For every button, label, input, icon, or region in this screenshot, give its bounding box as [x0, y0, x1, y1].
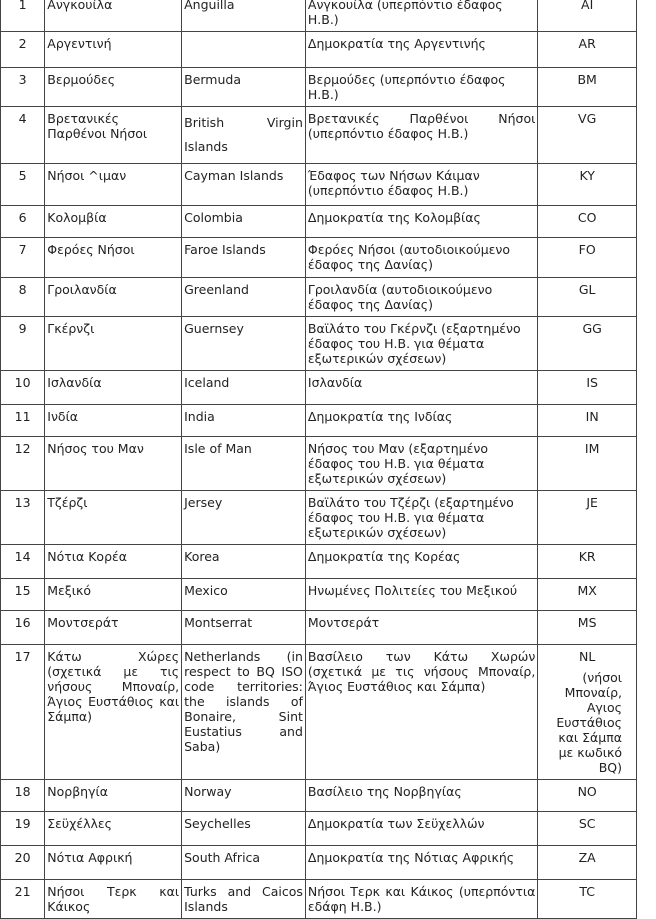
- official-name-text: Ηνωμένες Πολιτείες του Μεξικού: [307, 583, 518, 598]
- official-name-text: Βαϊλάτο του Τζέρζι (εξαρτημένο έδαφος του Η.Β. για θέματα εξωτερικών σχέσεων): [307, 495, 514, 540]
- official-name-text: Βασίλειο της Νορβηγίας: [307, 784, 462, 799]
- iso-code-text: IM: [584, 441, 600, 456]
- table-row: [1, 437, 637, 491]
- english-name-cell: [182, 32, 306, 68]
- greek-name-cell: [45, 812, 182, 846]
- english-name-cell: [182, 0, 306, 32]
- greek-name-cell: [45, 545, 182, 579]
- row-number-text: 11: [14, 409, 31, 424]
- iso-code-text: KY: [579, 168, 595, 183]
- iso-code-text: AR: [578, 36, 596, 51]
- official-name-text: Μοντσεράτ: [307, 615, 380, 630]
- official-name-text: Γροιλανδία (αυτοδιοικούμενο έδαφος της Δανίας): [307, 282, 493, 312]
- english-name-text: Iceland: [184, 375, 230, 390]
- iso-code-text: SC: [578, 816, 596, 831]
- row-number-cell: [1, 317, 45, 371]
- greek-name-cell: [45, 611, 182, 645]
- row-number-text: 4: [18, 111, 27, 126]
- iso-code-text: BM: [577, 72, 597, 87]
- english-name-text: Bermuda: [184, 72, 242, 87]
- english-name-cell: [182, 579, 306, 611]
- row-number-text: 19: [14, 816, 31, 831]
- iso-code-text: IS: [586, 375, 598, 390]
- row-number-cell: [1, 0, 45, 32]
- row-number-text: 21: [14, 884, 31, 899]
- english-name-cell: [182, 846, 306, 880]
- english-name-text: Cayman Islands: [184, 168, 284, 183]
- greek-name-text: Κολομβία: [47, 210, 107, 225]
- greek-name-cell: [45, 238, 182, 278]
- english-name-cell: [182, 371, 306, 405]
- official-name-text: Δημοκρατία της Νότιας Αφρικής: [307, 850, 515, 865]
- greek-name-cell: [45, 164, 182, 206]
- official-name-text: Βερμούδες (υπερπόντιο έδαφος Η.Β.): [307, 72, 506, 102]
- official-name-cell: [305, 107, 537, 164]
- greek-name-cell: [45, 68, 182, 107]
- row-number-text: 10: [14, 375, 31, 390]
- row-number-cell: [1, 206, 45, 238]
- greek-name-cell: [45, 206, 182, 238]
- official-name-cell: [305, 278, 537, 317]
- iso-code-cell: [538, 371, 637, 405]
- english-name-text: Norway: [184, 784, 232, 799]
- iso-code-text: ZA: [578, 850, 596, 865]
- iso-code-cell: [538, 164, 637, 206]
- greek-name-text: Νορβηγία: [47, 784, 108, 799]
- row-number-text: 20: [14, 850, 31, 865]
- iso-code-cell: [538, 812, 637, 846]
- greek-name-text: Βρετανικές Παρθένοι Νήσοι: [47, 111, 148, 141]
- table-row: [1, 579, 637, 611]
- greek-name-cell: [45, 32, 182, 68]
- row-number-text: 3: [18, 72, 27, 87]
- row-number-text: 5: [18, 168, 27, 183]
- official-name-cell: [305, 812, 537, 846]
- table-row: [1, 405, 637, 437]
- row-number-cell: [1, 405, 45, 437]
- official-name-cell: [305, 437, 537, 491]
- greek-name-text: Μοντσεράτ: [47, 615, 119, 630]
- iso-code-text: CO: [577, 210, 597, 225]
- row-number-cell: [1, 278, 45, 317]
- table-row: [1, 206, 637, 238]
- table-row: [1, 238, 637, 278]
- official-name-text: Δημοκρατία της Κορέας: [307, 549, 461, 564]
- official-name-text: Δημοκρατία της Κολομβίας: [307, 210, 481, 225]
- english-name-text: Anguilla: [184, 0, 235, 12]
- table-row: [1, 611, 637, 645]
- greek-name-text: Μεξικό: [47, 583, 92, 598]
- table-row: [1, 371, 637, 405]
- iso-code-cell: [538, 780, 637, 812]
- official-name-text: Ανγκουίλα (υπερπόντιο έδαφος Η.Β.): [307, 0, 503, 27]
- official-name-cell: [305, 0, 537, 32]
- english-name-cell: [182, 491, 306, 545]
- table-row: [1, 491, 637, 545]
- english-name-text: Colombia: [184, 210, 243, 225]
- english-name-cell: [182, 880, 306, 919]
- iso-code-cell: [538, 846, 637, 880]
- greek-name-text: Νότια Κορέα: [47, 549, 128, 564]
- english-name-text: Jersey: [184, 495, 223, 510]
- row-number-text: 18: [14, 784, 31, 799]
- english-name-cell: [182, 278, 306, 317]
- row-number-text: 7: [18, 242, 27, 257]
- greek-name-cell: [45, 371, 182, 405]
- greek-name-text: Βερμούδες: [47, 72, 116, 87]
- row-number-cell: [1, 611, 45, 645]
- iso-code-cell: [538, 880, 637, 919]
- english-name-text: Mexico: [184, 583, 228, 598]
- greek-name-text: Κάτω Χώρες (σχετικά με τις νήσους Μποναίρ, Άγιος Ευστάθιος και Σάμπα): [47, 649, 180, 724]
- official-name-cell: [305, 317, 537, 371]
- official-name-text: Βασίλειο των Κάτω Χωρών (σχετικά με τις νήσους Μποναίρ, Άγιος Ευστάθιος και Σάμπα): [307, 649, 536, 694]
- row-number-cell: [1, 164, 45, 206]
- row-number-text: 13: [14, 495, 31, 510]
- greek-name-text: Νήσος του Μαν: [47, 441, 144, 456]
- greek-name-text: Νήσοι Τερκ και Κάικος: [47, 884, 180, 914]
- english-name-text: British Virgin Islands: [184, 115, 303, 154]
- official-name-text: Δημοκρατία της Αργεντινής: [307, 36, 486, 51]
- row-number-cell: [1, 846, 45, 880]
- iso-code-cell: [538, 491, 637, 545]
- english-name-text: Korea: [184, 549, 220, 564]
- english-name-cell: [182, 812, 306, 846]
- row-number-text: 12: [14, 441, 31, 456]
- iso-code-text: FO: [578, 242, 596, 257]
- official-name-text: Νήσοι Τερκ και Κάικος (υπερπόντια εδάφη Η.Β.): [307, 884, 536, 914]
- row-number-text: 16: [14, 615, 31, 630]
- row-number-cell: [1, 437, 45, 491]
- official-name-text: Φερόες Νήσοι (αυτοδιοικούμενο έδαφος της Δανίας): [307, 242, 511, 272]
- english-name-cell: [182, 611, 306, 645]
- greek-name-cell: [45, 278, 182, 317]
- row-number-cell: [1, 491, 45, 545]
- official-name-cell: [305, 405, 537, 437]
- english-name-text: Greenland: [184, 282, 249, 297]
- english-name-cell: [182, 437, 306, 491]
- official-name-cell: [305, 846, 537, 880]
- greek-name-cell: [45, 317, 182, 371]
- official-name-text: Νήσος του Μαν (εξαρτημένο έδαφος του Η.Β. για θέματα εξωτερικών σχέσεων): [307, 441, 488, 486]
- iso-code-text: JE: [586, 495, 598, 510]
- row-number-cell: [1, 780, 45, 812]
- official-name-text: Δημοκρατία των Σεϋχελλών: [307, 816, 485, 831]
- row-number-text: 9: [18, 321, 27, 336]
- greek-name-text: Σεϋχέλλες: [47, 816, 113, 831]
- iso-code-cell: [538, 579, 637, 611]
- table-row: [1, 107, 637, 164]
- english-name-cell: [182, 545, 306, 579]
- official-name-cell: [305, 645, 537, 780]
- greek-name-text: Ινδία: [47, 409, 79, 424]
- greek-name-text: Γκέρνζι: [47, 321, 95, 336]
- english-name-cell: [182, 238, 306, 278]
- greek-name-text: Ανγκουίλα: [47, 0, 113, 12]
- english-name-text: India: [184, 409, 215, 424]
- english-name-cell: [182, 645, 306, 780]
- english-name-cell: [182, 68, 306, 107]
- iso-code-cell: [538, 437, 637, 491]
- row-number-text: 1: [18, 0, 27, 12]
- iso-code-cell: [538, 0, 637, 32]
- english-name-text: Seychelles: [184, 816, 251, 831]
- iso-code-cell: [538, 645, 637, 780]
- greek-name-text: Νότια Αφρική: [47, 850, 133, 865]
- iso-code-cell: [538, 317, 637, 371]
- row-number-cell: [1, 812, 45, 846]
- official-name-text: Έδαφος των Νήσων Κάιμαν (υπερπόντιο έδαφος Η.Β.): [307, 168, 480, 198]
- iso-code-text: GL: [578, 282, 596, 297]
- greek-name-cell: [45, 437, 182, 491]
- row-number-text: 17: [14, 649, 31, 664]
- row-number-text: 2: [18, 36, 27, 51]
- table-row: [1, 68, 637, 107]
- english-name-text: South Africa: [184, 850, 261, 865]
- official-name-cell: [305, 238, 537, 278]
- official-name-text: Δημοκρατία της Ινδίας: [307, 409, 453, 424]
- official-name-cell: [305, 780, 537, 812]
- table-row: [1, 645, 637, 780]
- row-number-text: 6: [18, 210, 27, 225]
- iso-code-text: GG: [582, 321, 602, 336]
- row-number-cell: [1, 68, 45, 107]
- official-name-cell: [305, 545, 537, 579]
- iso-code-cell: [538, 278, 637, 317]
- greek-name-cell: [45, 645, 182, 780]
- table-row: [1, 164, 637, 206]
- row-number-text: 8: [18, 282, 27, 297]
- english-name-text: Guernsey: [184, 321, 244, 336]
- iso-code-cell: [538, 206, 637, 238]
- official-name-cell: [305, 164, 537, 206]
- iso-code-cell: [538, 68, 637, 107]
- english-name-text: Faroe Islands: [184, 242, 266, 257]
- official-name-text: Ισλανδία: [307, 375, 363, 390]
- english-name-text: Turks and Caicos Islands: [184, 884, 303, 914]
- iso-code-text: MX: [577, 583, 597, 598]
- greek-name-cell: [45, 107, 182, 164]
- english-name-text: Isle of Man: [184, 441, 252, 456]
- iso-code-cell: [538, 238, 637, 278]
- table-body: [1, 0, 637, 919]
- table-row: [1, 880, 637, 919]
- english-name-text: Montserrat: [184, 615, 253, 630]
- row-number-cell: [1, 880, 45, 919]
- greek-name-text: Φερόες Νήσοι: [47, 242, 135, 257]
- official-name-cell: [305, 371, 537, 405]
- official-name-cell: [305, 68, 537, 107]
- table-row: [1, 278, 637, 317]
- iso-code-text: AI: [581, 0, 594, 12]
- english-name-cell: [182, 206, 306, 238]
- official-name-cell: [305, 579, 537, 611]
- table-row: [1, 812, 637, 846]
- iso-code-text: IN: [585, 409, 599, 424]
- row-number-cell: [1, 107, 45, 164]
- iso-code-cell: [538, 405, 637, 437]
- official-name-cell: [305, 206, 537, 238]
- iso-code-text: KR: [578, 549, 596, 564]
- table-row: [1, 32, 637, 68]
- row-number-cell: [1, 32, 45, 68]
- table-row: [1, 317, 637, 371]
- row-number-cell: [1, 579, 45, 611]
- iso-code-cell: [538, 107, 637, 164]
- table-row: [1, 545, 637, 579]
- greek-name-cell: [45, 780, 182, 812]
- english-name-text: Netherlands (in respect to BQ ISO code territories: the islands of Bonaire, Sint Eustatius and Saba): [184, 649, 303, 754]
- iso-code-cell: [538, 545, 637, 579]
- iso-code-text: VG: [578, 111, 597, 126]
- official-name-text: Βαϊλάτο του Γκέρνζι (εξαρτημένο έδαφος του Η.Β. για θέματα εξωτερικών σχέσεων): [307, 321, 521, 366]
- greek-name-cell: [45, 846, 182, 880]
- english-name-cell: [182, 405, 306, 437]
- english-name-cell: [182, 107, 306, 164]
- iso-code-cell: [538, 611, 637, 645]
- english-name-cell: [182, 780, 306, 812]
- official-name-cell: [305, 491, 537, 545]
- row-number-text: 15: [14, 583, 31, 598]
- table-row: [1, 846, 637, 880]
- row-number-cell: [1, 371, 45, 405]
- greek-name-cell: [45, 880, 182, 919]
- iso-code-text: MS: [577, 615, 597, 630]
- row-number-cell: [1, 545, 45, 579]
- official-name-cell: [305, 611, 537, 645]
- official-name-cell: [305, 880, 537, 919]
- row-number-cell: [1, 238, 45, 278]
- greek-name-cell: [45, 0, 182, 32]
- iso-code-cell: [538, 32, 637, 68]
- iso-code-text: TC: [579, 884, 595, 899]
- official-name-cell: [305, 32, 537, 68]
- greek-name-text: Αργεντινή: [47, 36, 112, 51]
- iso-code-text: NO: [577, 784, 597, 799]
- table-row: [1, 0, 637, 32]
- code-note-text: (νήσοι Μποναίρ, Αγιος Ευστάθιος και Σάμπα με κωδικό BQ): [556, 670, 622, 775]
- table-row: [1, 780, 637, 812]
- greek-name-text: Τζέρζι: [47, 495, 88, 510]
- greek-name-text: Νήσοι ^ιμαν: [47, 168, 127, 183]
- iso-code-text: NL: [579, 649, 596, 664]
- official-name-text: Βρετανικές Παρθένοι Νήσοι (υπερπόντιο έδαφος Η.Β.): [307, 111, 536, 141]
- greek-name-cell: [45, 579, 182, 611]
- greek-name-text: Ισλανδία: [47, 375, 102, 390]
- english-name-cell: [182, 164, 306, 206]
- row-number-text: 14: [14, 549, 31, 564]
- greek-name-cell: [45, 405, 182, 437]
- english-name-cell: [182, 317, 306, 371]
- row-number-cell: [1, 645, 45, 780]
- greek-name-text: Γροιλανδία: [47, 282, 117, 297]
- greek-name-cell: [45, 491, 182, 545]
